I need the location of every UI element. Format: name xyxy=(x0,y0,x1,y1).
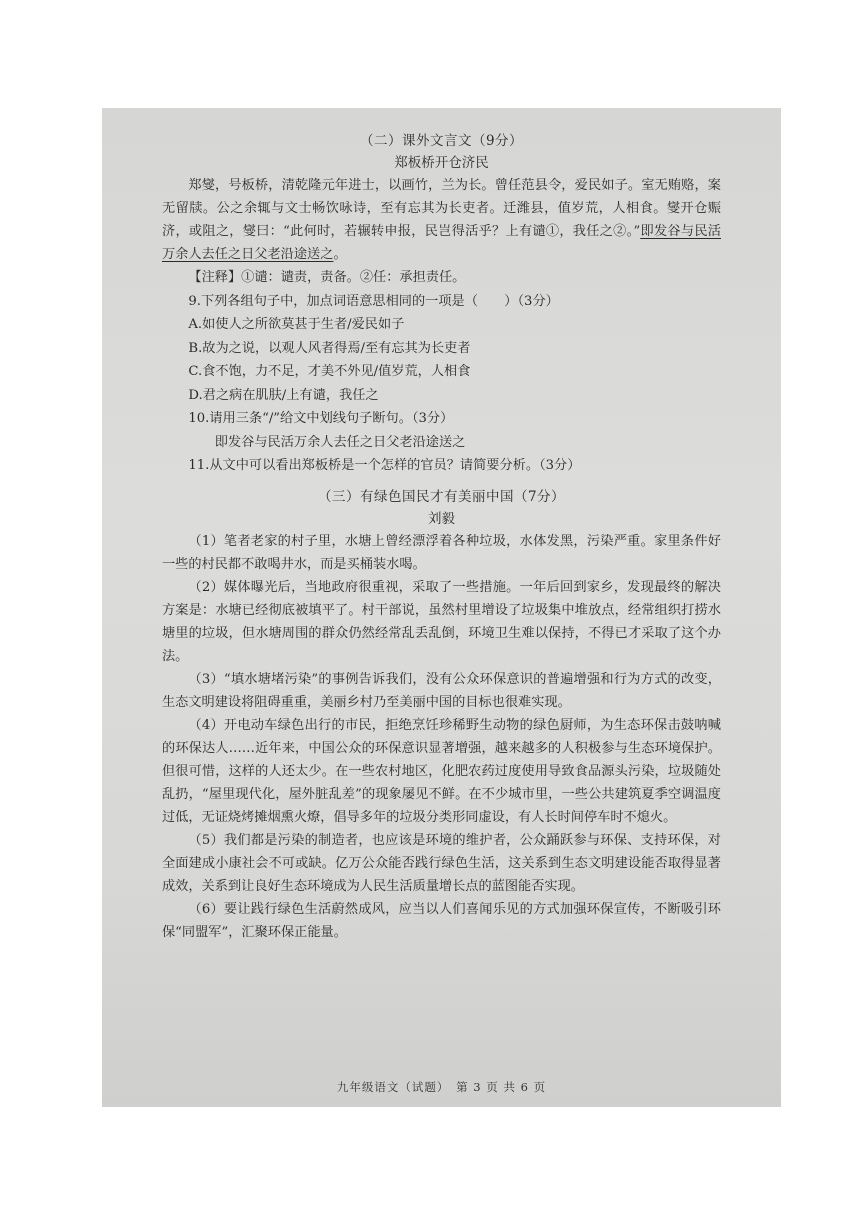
article-paragraph-4: （4）开电动车绿色出行的市民，拒绝烹饪珍稀野生动物的绿色厨师，为生态环保击鼓呐喊的环保达人……近年来，中国公众的环保意识显著增强，越来越多的人积极参与生态环境保护。但很可惜，这样的人还太少。在一些农村地区，化肥农药过度使用导致食品源头污染，垃圾随处乱扔，“屋里现代化，屋外脏乱差”的现象屡见不鲜。在不少城市里，一些公共建筑夏季空调温度过低，无证烧烤摊烟熏火燎，倡导多年的垃圾分类形同虚设，有人长时间停车时不熄火。 xyxy=(162,717,721,825)
q9-option-c: C.食不饱，力不足，才美不外见/值岁荒，人相食 xyxy=(188,364,471,379)
article-title: 郑板桥开仓济民 xyxy=(394,155,489,171)
article-paragraph-6: （6）要让践行绿色生活蔚然成风，应当以人们喜闻乐见的方式加强环保宣传，不断吸引环保“同盟军”，汇聚环保正能量。 xyxy=(162,901,721,940)
passage-end: 。 xyxy=(333,247,347,262)
annotation-note: 【注释】①谴：谴责，责备。②任：承担责任。 xyxy=(188,270,466,285)
underlined-sentence: 即发谷与民活万余人去任之日父老沿途送之 xyxy=(162,224,721,262)
article-author: 刘毅 xyxy=(428,510,455,527)
q9-option-b: B.故为之说，以观人风者得焉/至有忘其为长吏者 xyxy=(188,340,471,356)
q10-sentence: 即发谷与民活万余人去任之日父老沿途送之 xyxy=(214,434,466,450)
passage-text: 郑燮，号板桥，清乾隆元年进士，以画竹，兰为长。曾任范县令，爱民如子。室无贿赂，案无留牍。公之余辄与文士畅饮咏诗，至有忘其为长吏者。迁潍县，值岁荒，人相食。燮开仓赈济，或阻之，燮曰：“此何时，若辗转申报，民岂得活乎？上有谴①，我任之②。” xyxy=(162,178,721,239)
article-paragraph-2: （2）媒体曝光后，当地政府很重视，采取了一些措施。一年后回到家乡，发现最终的解决方案是：水塘已经彻底被填平了。村干部说，虽然村里增设了垃圾集中堆放点，经常组织打捞水塘里的垃圾，但水塘周围的群众仍然经常乱丢乱倒，环境卫生难以保持，不得已才采取了这个办法。 xyxy=(162,579,721,664)
article-paragraph-1: （1）笔者老家的村子里，水塘上曾经漂浮着各种垃圾，水体发黑，污染严重。家里条件好一些的村民都不敢喝井水，而是买桶装水喝。 xyxy=(162,533,721,572)
question-11: 11.从文中可以看出郑板桥是一个怎样的官员？请简要分析。（3分） xyxy=(188,458,581,473)
question-9: 9.下列各组句子中，加点词语意思相同的一项是（ ）（3分） xyxy=(188,293,559,309)
classical-passage xyxy=(162,174,721,266)
article-paragraph-3: （3）“填水塘堵污染”的事例告诉我们，没有公众环保意识的普遍增强和行为方式的改变，生态文明建设将阻碍重重，美丽乡村乃至美丽中国的目标也很难实现。 xyxy=(162,671,721,710)
q9-option-a: A.如使人之所欲莫甚于生者/爱民如子 xyxy=(188,317,405,332)
question-10: 10.请用三条“/”给文中划线句子断句。（3分） xyxy=(188,411,454,426)
section3-title: （三）有绿色国民才有美丽中国（7分） xyxy=(317,488,566,505)
exam-page xyxy=(102,108,781,1107)
q9-option-d: D.君之病在肌肤/上有谴，我任之 xyxy=(188,387,379,403)
article-paragraph-5: （5）我们都是污染的制造者，也应该是环境的维护者，公众踊跃参与环保、支持环保，对全面建成小康社会不可或缺。亿万公众能否践行绿色生活，这关系到生态文明建设能否取得显著成效，关系到让良好生态环境成为人民生活质量增长点的蓝图能否实现。 xyxy=(162,832,721,894)
page-footer: 九年级语文（试题） 第 3 页 共 6 页 xyxy=(336,1080,547,1094)
section2-title: （二）课外文言文（9分） xyxy=(359,133,524,149)
